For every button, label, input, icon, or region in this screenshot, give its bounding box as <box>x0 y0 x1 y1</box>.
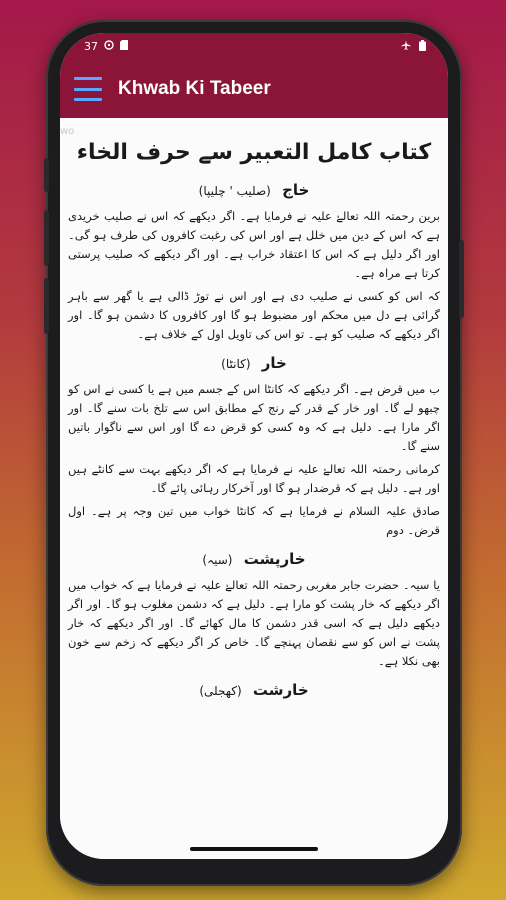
section-paragraph: یا سیہ۔ حضرت جابر مغربی رحمتہ اللہ تعالےٰ علیہ نے فرمایا ہے کہ خواب میں اگر دیکھے کہ خار پشت کو مارا ہے۔ دلیل ہے کہ دشمن مغلوب ہو گا۔ اور اگر دیکھے دلیل ہے کہ اسی قدر دشمن کا مال کھائے گا۔ اور اگر دیکھے کہ خار پشت نے اس کو سے نقصان پہنچے گا۔ خاص کر اگر دیکھے کہ زخم سے خون بھی نکلا ہے۔ <box>68 578 440 668</box>
section-paragraph: کرمانی رحمتہ اللہ تعالےٰ علیہ نے فرمایا ہے کہ اگر دیکھے بہت سے کانٹے ہیں اور ہے۔ دلیل ہے کہ قرضدار ہو گا اور آخرکار رہائی پائے گا۔ <box>68 462 440 495</box>
section-paragraph: برین رحمتہ اللہ تعالےٰ علیہ نے فرمایا ہے۔ اگر دیکھے کہ اس نے صلیب خریدی ہے کہ اس کے دین میں خلل ہے اور اس کی رغبت کافروں کی طرف ہو گی۔ اور اگر دلیل ہے کہ اس کا اعتقاد خراب ہے۔ اور اگر دیکھے کہ صلیب پرستی کرتا ہے مراہ ہے۔ <box>68 209 440 280</box>
book-page <box>60 118 448 859</box>
section-heading <box>68 550 440 568</box>
section-paragraph: کہ اس کو کسی نے صلیب دی ہے اور اس نے توڑ ڈالی ہے یا گھر سے باہر گرائی ہے دل میں محکم اور مضبوط ہو گا اور کافروں کا دشمن ہو گا۔ اور اگر دیکھے کہ صلیب کو ہے۔ تو اس کی تاویل اول کے خلاف ہے۔ <box>68 289 440 341</box>
battery-icon <box>419 40 426 54</box>
section-subheading: (صلیب ' چلیپا) <box>198 184 271 198</box>
phone-power-button <box>459 240 464 318</box>
phone-volume-down-button <box>44 278 49 334</box>
section-heading-text: خارپشت <box>243 550 306 568</box>
section-heading <box>68 181 440 199</box>
home-indicator[interactable] <box>190 847 318 851</box>
hamburger-menu-icon[interactable] <box>74 77 102 101</box>
section-heading-text: خار <box>261 354 287 372</box>
sim-card-icon <box>120 40 128 53</box>
section-paragraph: ب میں قرض ہے۔ اگر دیکھے کہ کانٹا اس کے جسم میں ہے یا کسی نے اس کو چبھو لے گا۔ اور خار کے قدر کے رنج کے مطابق اس سے تلخ بات سنے گا۔ اور اگر مارا ہے۔ دلیل ہے کہ وہ کسی کو قرض دے گا اور اس سے ناگوار باتیں سنے گا۔ <box>68 382 440 453</box>
section-heading <box>68 681 440 699</box>
book-title: کتاب کامل التعبیر سے حرف الخاء <box>76 140 432 165</box>
section-heading-text: خارشت <box>252 681 309 699</box>
clock-circle-icon <box>104 40 114 53</box>
book-page-viewer[interactable] <box>60 118 448 859</box>
section-heading-text: خاج <box>282 181 310 199</box>
phone-side-button <box>44 158 49 192</box>
status-right <box>401 40 426 54</box>
page-watermark: wo <box>60 126 75 137</box>
airplane-icon <box>401 40 411 53</box>
section-paragraph: صادق علیہ السلام نے فرمایا ہے کہ کانٹا خواب میں تین وجہ پر ہے۔ اول قرض۔ دوم <box>68 504 440 537</box>
section-subheading: (کھجلی) <box>199 684 242 698</box>
app-title: Khwab Ki Tabeer <box>118 78 271 99</box>
section-subheading: (کانٹا) <box>221 357 251 371</box>
status-left <box>84 40 128 53</box>
status-bar <box>60 33 448 60</box>
app-bar <box>60 60 448 118</box>
status-time: 37 <box>84 40 98 53</box>
phone-screen <box>60 33 448 859</box>
section-heading <box>68 354 440 372</box>
phone-volume-up-button <box>44 210 49 266</box>
section-subheading: (سیہ) <box>202 553 233 567</box>
